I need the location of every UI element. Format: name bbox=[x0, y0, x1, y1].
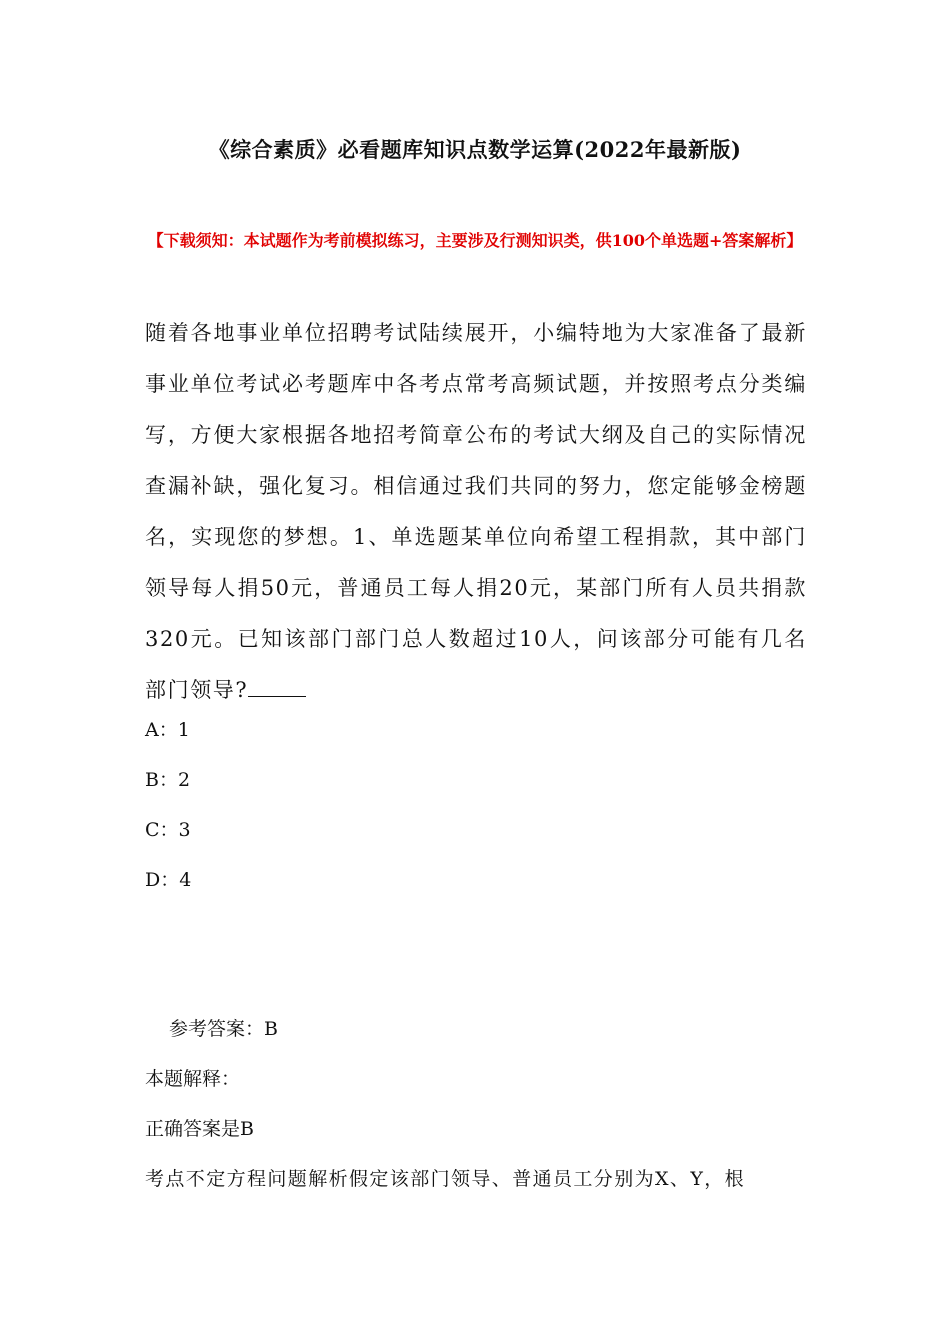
download-notice: 【下载须知：本试题作为考前模拟练习，主要涉及行测知识类，供100个单选题+答案解析】 bbox=[147, 231, 803, 250]
answer-blank bbox=[248, 695, 306, 697]
option-d: D：4 bbox=[145, 869, 192, 891]
question-body bbox=[145, 308, 807, 716]
document-title: 《综合素质》必看题库知识点数学运算(2022年最新版) bbox=[208, 137, 742, 162]
explanation-text: 考点不定方程问题解析假定该部门领导、普通员工分别为X、Y，根 bbox=[145, 1168, 746, 1190]
reference-answer: 参考答案：B bbox=[169, 1018, 278, 1040]
correct-answer: 正确答案是B bbox=[145, 1118, 254, 1140]
explanation-heading: 本题解释： bbox=[145, 1068, 241, 1090]
option-c: C：3 bbox=[145, 819, 191, 841]
option-b: B：2 bbox=[145, 769, 191, 791]
question-text: 随着各地事业单位招聘考试陆续展开，小编特地为大家准备了最新事业单位考试必考题库中各考点常考高频试题，并按照考点分类编写，方便大家根据各地招考简章公布的考试大纲及自己的实际情况查漏补缺，强化复习。相信通过我们共同的努力，您定能够金榜题名，实现您的梦想。1、单选题某单位向希望工程捐款，其中部门领导每人捐50元，普通员工每人捐20元，某部门所有人员共捐款320元。已知该部门部门总人数超过10人，问该部分可能有几名部门领导? bbox=[145, 321, 807, 702]
option-list bbox=[145, 705, 191, 905]
option-a: A：1 bbox=[145, 719, 190, 741]
answer-section bbox=[145, 1004, 807, 1204]
